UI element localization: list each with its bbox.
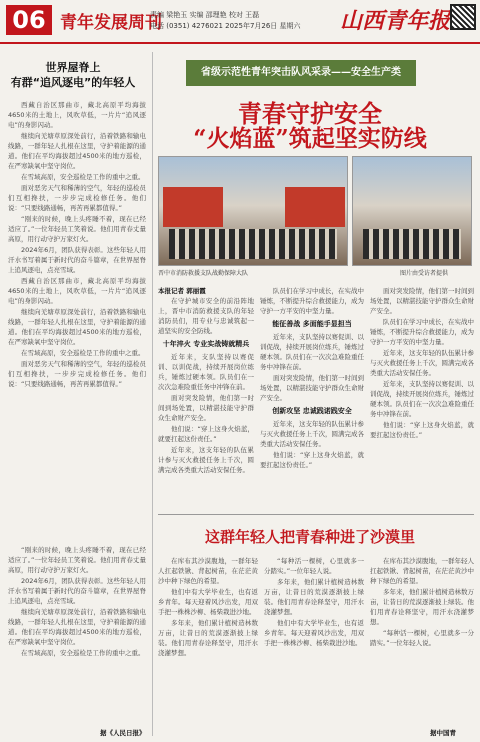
left-article-body (8, 100, 146, 540)
desert-paragraph: “每种活一棵树，心里就多一分踏实。”一位年轻人说。 (370, 629, 474, 647)
main-paragraph: 他们说：“穿上这身火焰蓝，就要扛起这份责任。” (260, 451, 364, 469)
left-paragraph: 继续向羌塘草原深处前行，沿着铁路和输电线路，一群年轻人扎根在这里，守护着能源的通道。他们在平均海拔超过4500米的地方巡检，在严寒缺氧中坚守岗位。 (8, 308, 146, 346)
qr-code-icon (450, 4, 476, 30)
subhead-1: 十年淬火 专业实战铸就精兵 (162, 340, 250, 348)
main-paragraph: 他们说：“穿上这身火焰蓝，就要扛起这份责任。” (158, 425, 254, 443)
left-paragraph: 继续向羌塘草原深处前行，沿着铁路和输电线路，一群年轻人扎根在这里，守护着能源的通道。他们在平均海拔超过4500米的地方巡检，在严寒缺氧中坚守岗位。 (8, 608, 146, 646)
main-headline-line-1: 青春守护安全 (238, 99, 382, 128)
page-header (0, 0, 480, 44)
main-headline-line-2: “火焰蓝”筑起坚实防线 (193, 125, 427, 152)
desert-paragraph: 他们中有大学毕业生，也有返乡青年。每天迎着风沙出发，用双手把一株株沙柳、杨柴栽进沙地。 (264, 619, 364, 647)
desert-col-2 (264, 556, 364, 728)
main-col-2 (260, 286, 364, 506)
main-paragraph: 面对突发险情，他们第一时间到场处置，以精湛技能守护群众生命财产安全。 (158, 394, 254, 422)
firefighters-team-photo (352, 156, 472, 266)
desert-article-byline: 据中国青 (430, 729, 456, 737)
main-paragraph: 面对突发险情，他们第一时间到场处置，以精湛技能守护群众生命财产安全。 (370, 287, 474, 315)
meta-line-2: 电话 (0351) 4276021 2025年7月26日 星期六 (150, 22, 301, 30)
main-col-3 (370, 286, 474, 506)
fire-truck-image (285, 187, 345, 227)
desert-paragraph: 多年来，他们累计植树造林数万亩，让昔日的荒漠逐渐披上绿装。他们用青春诠释坚守，用汗水浇灌梦想。 (264, 578, 364, 616)
main-paragraph: 近年来，支队坚持以赛促训、以训促战，持续开展岗位练兵，锤炼过硬本领。队员们在一次次急难险重任务中冲锋在前。 (260, 333, 364, 371)
left-paragraph: 在雪域高原，安全巡检是工作的重中之重。 (21, 649, 145, 657)
left-paragraph: 在雪域高原，安全巡检是工作的重中之重。 (21, 173, 145, 181)
desert-paragraph: 多年来，他们累计植树造林数万亩，让昔日的荒漠逐渐披上绿装。他们用青春诠释坚守，用汗水浇灌梦想。 (158, 619, 258, 657)
meta-line-1: 责编 梁艳玉 实编 邵理艳 校对 王磊 (150, 11, 260, 19)
main-paragraph: 近年来，这支年轻的队伍累计参与灭火救援任务上千次，圆满完成各类重大活动安保任务。 (158, 446, 254, 474)
desert-paragraph: 在库布其沙漠腹地，一群年轻人扛起铁锹、背起树苗，在茫茫黄沙中种下绿色的希望。 (158, 557, 258, 585)
subhead-2: 能征善战 多面能手显担当 (272, 320, 352, 328)
desert-col-1 (158, 556, 258, 728)
firefighters-group-photo (158, 156, 348, 266)
main-paragraph: 队员们在学习中成长，在实战中锤炼，不断提升综合救援能力，成为守护一方平安的中坚力量。 (260, 287, 364, 315)
subhead-3: 创新攻坚 忠诚践诺践安全 (272, 407, 352, 415)
main-paragraph: 近年来，这支年轻的队伍累计参与灭火救援任务上千次，圆满完成各类重大活动安保任务。 (370, 349, 474, 377)
left-paragraph: 2024年6月，团队获得表彰。这些年轻人用汗水书写着属于新时代的奋斗篇章，在世界屋脊上追风逐电，点亮雪域。 (8, 246, 146, 274)
main-paragraph: 近年来，这支年轻的队伍累计参与灭火救援任务上千次，圆满完成各类重大活动安保任务。 (260, 420, 364, 448)
column-divider (152, 52, 153, 736)
section-divider (158, 514, 474, 515)
left-title-line-2: 有群“追风逐电”的年轻人 (10, 76, 136, 89)
desert-paragraph: 在库布其沙漠腹地，一群年轻人扛起铁锹、背起树苗，在茫茫黄沙中种下绿色的希望。 (370, 557, 474, 585)
firefighters-image (169, 229, 337, 259)
desert-paragraph: “每种活一棵树，心里就多一分踏实。”一位年轻人说。 (264, 557, 364, 575)
section-title: 青年发展周刊 (60, 13, 162, 33)
left-paragraph: 西藏自治区那曲市，藏北高原平均海拔4650米的土地上，风吹草低，一片片“追风逐电”的身影闪动。 (8, 101, 146, 129)
desert-paragraph: 多年来，他们累计植树造林数万亩，让昔日的荒漠逐渐披上绿装。他们用青春诠释坚守，用汗水浇灌梦想。 (370, 588, 474, 626)
desert-paragraph: 他们中有大学毕业生，也有返乡青年。每天迎着风沙出发，用双手把一株株沙柳、杨柴栽进沙地。 (158, 588, 258, 616)
main-paragraph: 近年来，支队坚持以赛促训、以训促战，持续开展岗位练兵，锤炼过硬本领。队员们在一次次急难险重任务中冲锋在前。 (370, 380, 474, 418)
left-paragraph: 2024年6月，团队获得表彰。这些年轻人用汗水书写着属于新时代的奋斗篇章，在世界屋脊上追风逐电，点亮雪域。 (8, 577, 146, 605)
left-article-body-cont (8, 545, 146, 725)
section-banner: 省级示范性青年突击队风采录——安全生产类 (186, 60, 416, 86)
photo-caption-left: 晋中市消防救援支队战勤保障大队 (158, 270, 249, 277)
main-paragraph: 他们说：“穿上这身火焰蓝，就要扛起这份责任。” (370, 421, 474, 439)
left-paragraph: 面对恶劣天气和稀薄的空气，年轻的巡检员们互相搀扶，一步步完成检修任务。他们说：“只要线路通畅，再苦再累都值得。” (8, 184, 146, 212)
newspaper-masthead: 山西青年报 (340, 8, 451, 34)
main-paragraph: 面对突发险情，他们第一时间到场处置，以精湛技能守护群众生命财产安全。 (260, 374, 364, 402)
firefighters-image (363, 229, 461, 259)
photo-caption-right: 图片由受访者提供 (400, 270, 449, 277)
main-intro: 在守护城市安全的前沿阵地上，晋中市消防救援支队的年轻消防员们，用专业与忠诚筑起一道坚实的安全防线。 (158, 297, 254, 335)
left-article-byline: 据《人民日报》 (100, 729, 146, 737)
left-paragraph: “刚来的时候，晚上头疼睡不着，现在已经适应了。”一位年轻员工笑着说。他们用青春丈量高原，用行动守护万家灯火。 (8, 546, 146, 574)
desert-col-3 (370, 556, 474, 720)
main-paragraph: 队员们在学习中成长，在实战中锤炼，不断提升综合救援能力，成为守护一方平安的中坚力量。 (370, 318, 474, 346)
fire-truck-image (163, 187, 223, 227)
edition-meta (150, 10, 301, 32)
left-paragraph: “刚来的时候，晚上头疼睡不着，现在已经适应了。”一位年轻员工笑着说。他们用青春丈量高原，用行动守护万家灯火。 (8, 215, 146, 243)
left-paragraph: 面对恶劣天气和稀薄的空气，年轻的巡检员们互相搀扶，一步步完成检修任务。他们说：“只要线路通畅，再苦再累都值得。” (8, 360, 146, 388)
left-article-title (8, 60, 138, 90)
main-col-1 (158, 296, 254, 506)
left-paragraph: 继续向羌塘草原深处前行，沿着铁路和输电线路，一群年轻人扎根在这里，守护着能源的通道。他们在平均海拔超过4500米的地方巡检，在严寒缺氧中坚守岗位。 (8, 132, 146, 170)
desert-article-headline: 这群年轻人把青春种进了沙漠里 (204, 528, 415, 546)
left-paragraph: 在雪域高原，安全巡检是工作的重中之重。 (21, 349, 145, 357)
left-paragraph: 西藏自治区那曲市，藏北高原平均海拔4650米的土地上，风吹草低，一片片“追风逐电”的身影闪动。 (8, 277, 146, 305)
main-paragraph: 近年来，支队坚持以赛促训、以训促战，持续开展岗位练兵，锤炼过硬本领。队员们在一次次急难险重任务中冲锋在前。 (158, 353, 254, 391)
main-article-byline: 本报记者 郭丽霞 (158, 287, 206, 295)
page-number: 06 (6, 5, 52, 35)
left-title-line-1: 世界屋脊上 (45, 61, 101, 74)
